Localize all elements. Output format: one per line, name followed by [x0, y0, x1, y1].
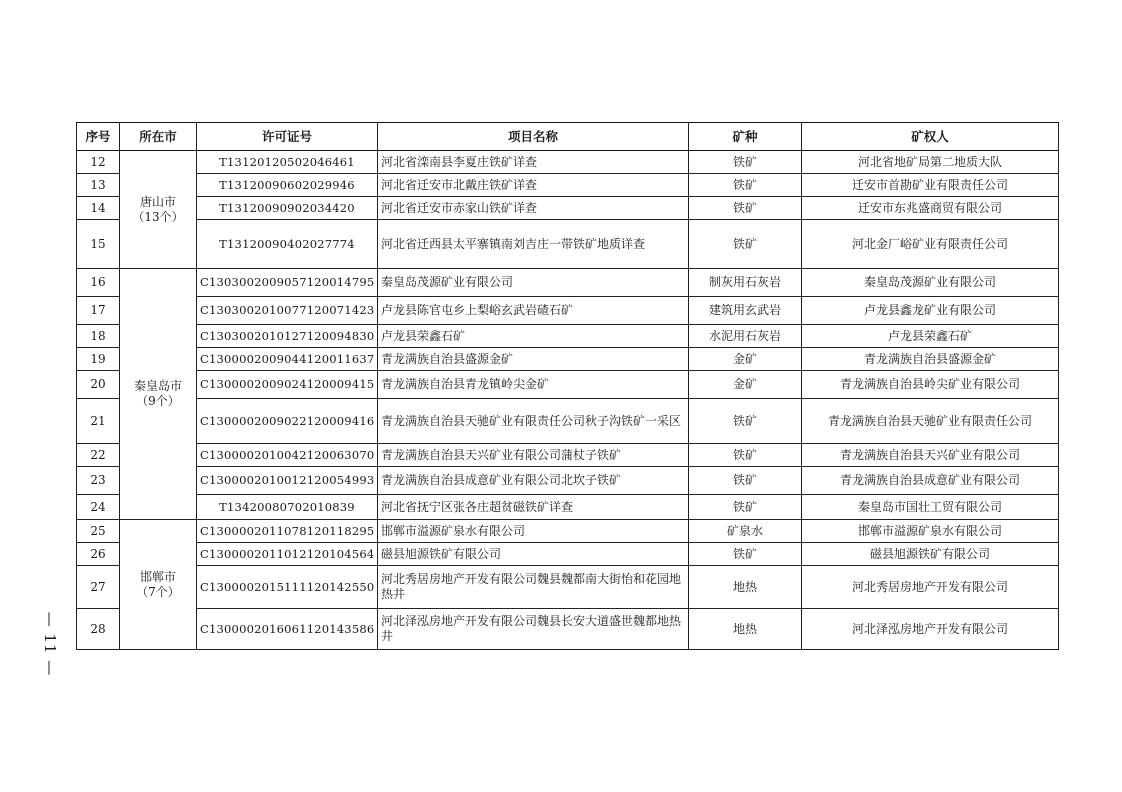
cell-permit: C1300002009022120009416	[197, 399, 378, 444]
cell-seq: 13	[77, 174, 120, 197]
table-row	[77, 174, 1059, 197]
cell-holder: 河北金厂峪矿业有限责任公司	[802, 220, 1059, 269]
cell-holder: 迁安市东兆盛商贸有限公司	[802, 197, 1059, 220]
cell-mineral: 铁矿	[689, 151, 802, 174]
cell-permit: T13120090602029946	[197, 174, 378, 197]
table-row	[77, 467, 1059, 495]
cell-permit: C1300002011012120104564	[197, 543, 378, 566]
cell-holder: 秦皇岛市国壮工贸有限公司	[802, 495, 1059, 520]
city-project-count: （9个）	[136, 394, 180, 408]
cell-seq: 22	[77, 444, 120, 467]
cell-holder: 河北秀居房地产开发有限公司	[802, 566, 1059, 609]
cell-seq: 28	[77, 609, 120, 650]
cell-project-name: 河北泽泓房地产开发有限公司魏县长安大道盛世魏都地热井	[378, 609, 689, 650]
cell-project-name: 青龙满族自治县盛源金矿	[378, 348, 689, 371]
cell-seq: 27	[77, 566, 120, 609]
header-city: 所在市	[120, 123, 197, 151]
cell-seq: 12	[77, 151, 120, 174]
cell-holder: 青龙满族自治县岭尖矿业有限公司	[802, 371, 1059, 399]
table-row	[77, 325, 1059, 348]
cell-seq: 24	[77, 495, 120, 520]
cell-mineral: 铁矿	[689, 197, 802, 220]
cell-holder: 卢龙县荣鑫石矿	[802, 325, 1059, 348]
cell-project-name: 河北省迁安市赤家山铁矿详查	[378, 197, 689, 220]
table-row	[77, 220, 1059, 269]
cell-holder: 青龙满族自治县盛源金矿	[802, 348, 1059, 371]
cell-mineral: 制灰用石灰岩	[689, 269, 802, 297]
cell-seq: 23	[77, 467, 120, 495]
cell-holder: 迁安市首勘矿业有限责任公司	[802, 174, 1059, 197]
cell-project-name: 河北省滦南县李夏庄铁矿详查	[378, 151, 689, 174]
cell-mineral: 铁矿	[689, 220, 802, 269]
cell-project-name: 邯郸市溢源矿泉水有限公司	[378, 520, 689, 543]
header-permit: 许可证号	[197, 123, 378, 151]
cell-holder: 河北省地矿局第二地质大队	[802, 151, 1059, 174]
cell-seq: 17	[77, 297, 120, 325]
cell-project-name: 河北省迁西县太平寨镇南刘吉庄一带铁矿地质详查	[378, 220, 689, 269]
header-mineral: 矿种	[689, 123, 802, 151]
cell-project-name: 河北秀居房地产开发有限公司魏县魏都南大街怡和花园地热井	[378, 566, 689, 609]
cell-project-name: 青龙满族自治县天驰矿业有限责任公司秋子沟铁矿一采区	[378, 399, 689, 444]
cell-mineral: 金矿	[689, 348, 802, 371]
header-holder: 矿权人	[802, 123, 1059, 151]
table-row	[77, 566, 1059, 609]
cell-project-name: 卢龙县荣鑫石矿	[378, 325, 689, 348]
table-row	[77, 348, 1059, 371]
cell-permit: T13420080702010839	[197, 495, 378, 520]
cell-holder: 河北泽泓房地产开发有限公司	[802, 609, 1059, 650]
table-row	[77, 399, 1059, 444]
header-project-name: 项目名称	[378, 123, 689, 151]
cell-project-name: 青龙满族自治县青龙镇岭尖金矿	[378, 371, 689, 399]
cell-city	[120, 520, 197, 650]
table-row	[77, 297, 1059, 325]
table-row	[77, 543, 1059, 566]
page-number: — 11 —	[41, 611, 59, 677]
cell-seq: 14	[77, 197, 120, 220]
cell-mineral: 地热	[689, 609, 802, 650]
table-row	[77, 520, 1059, 543]
city-name: 唐山市	[139, 194, 176, 209]
cell-holder: 青龙满族自治县天兴矿业有限公司	[802, 444, 1059, 467]
city-name: 秦皇岛市	[133, 379, 182, 393]
table-header-row	[77, 123, 1059, 151]
cell-city	[120, 269, 197, 520]
cell-holder: 邯郸市溢源矿泉水有限公司	[802, 520, 1059, 543]
cell-seq: 18	[77, 325, 120, 348]
cell-mineral: 铁矿	[689, 467, 802, 495]
cell-holder: 青龙满族自治县天驰矿业有限责任公司	[802, 399, 1059, 444]
mining-license-table	[76, 122, 1059, 650]
table-row	[77, 197, 1059, 220]
cell-mineral: 铁矿	[689, 174, 802, 197]
cell-holder: 磁县旭源铁矿有限公司	[802, 543, 1059, 566]
cell-permit: C1300002009044120011637	[197, 348, 378, 371]
city-project-count: （7个）	[136, 584, 180, 599]
cell-permit: C1300002010012120054993	[197, 467, 378, 495]
cell-project-name: 河北省抚宁区张各庄超贫磁铁矿详查	[378, 495, 689, 520]
table-row	[77, 151, 1059, 174]
cell-seq: 16	[77, 269, 120, 297]
cell-project-name: 河北省迁安市北戴庄铁矿详查	[378, 174, 689, 197]
cell-mineral: 水泥用石灰岩	[689, 325, 802, 348]
cell-city	[120, 151, 197, 269]
table-row	[77, 444, 1059, 467]
cell-permit: C1303002009057120014795	[197, 269, 378, 297]
cell-seq: 20	[77, 371, 120, 399]
cell-holder: 秦皇岛茂源矿业有限公司	[802, 269, 1059, 297]
cell-seq: 15	[77, 220, 120, 269]
cell-permit: T13120120502046461	[197, 151, 378, 174]
cell-mineral: 建筑用玄武岩	[689, 297, 802, 325]
header-seq: 序号	[77, 123, 120, 151]
table-body	[77, 151, 1059, 650]
cell-holder: 青龙满族自治县成意矿业有限公司	[802, 467, 1059, 495]
cell-permit: C1300002015111120142550	[197, 566, 378, 609]
cell-mineral: 铁矿	[689, 399, 802, 444]
cell-permit: C1300002009024120009415	[197, 371, 378, 399]
city-name: 邯郸市	[139, 569, 176, 584]
cell-project-name: 秦皇岛茂源矿业有限公司	[378, 269, 689, 297]
cell-seq: 26	[77, 543, 120, 566]
cell-project-name: 青龙满族自治县天兴矿业有限公司蒲杖子铁矿	[378, 444, 689, 467]
cell-permit: C1300002010042120063070	[197, 444, 378, 467]
cell-permit: T13120090402027774	[197, 220, 378, 269]
cell-mineral: 地热	[689, 566, 802, 609]
cell-permit: C1303002010077120071423	[197, 297, 378, 325]
cell-mineral: 铁矿	[689, 543, 802, 566]
cell-project-name: 磁县旭源铁矿有限公司	[378, 543, 689, 566]
cell-mineral: 矿泉水	[689, 520, 802, 543]
city-project-count: （13个）	[132, 209, 184, 224]
cell-holder: 卢龙县鑫龙矿业有限公司	[802, 297, 1059, 325]
cell-seq: 19	[77, 348, 120, 371]
table-row	[77, 609, 1059, 650]
table-row	[77, 269, 1059, 297]
table-row	[77, 371, 1059, 399]
cell-permit: C1303002010127120094830	[197, 325, 378, 348]
cell-mineral: 铁矿	[689, 495, 802, 520]
cell-mineral: 金矿	[689, 371, 802, 399]
cell-project-name: 卢龙县陈官屯乡上梨峪玄武岩碴石矿	[378, 297, 689, 325]
cell-permit: T13120090902034420	[197, 197, 378, 220]
cell-seq: 25	[77, 520, 120, 543]
table-row	[77, 495, 1059, 520]
cell-permit: C1300002016061120143586	[197, 609, 378, 650]
cell-project-name: 青龙满族自治县成意矿业有限公司北坎子铁矿	[378, 467, 689, 495]
cell-permit: C1300002011078120118295	[197, 520, 378, 543]
cell-seq: 21	[77, 399, 120, 444]
cell-mineral: 铁矿	[689, 444, 802, 467]
